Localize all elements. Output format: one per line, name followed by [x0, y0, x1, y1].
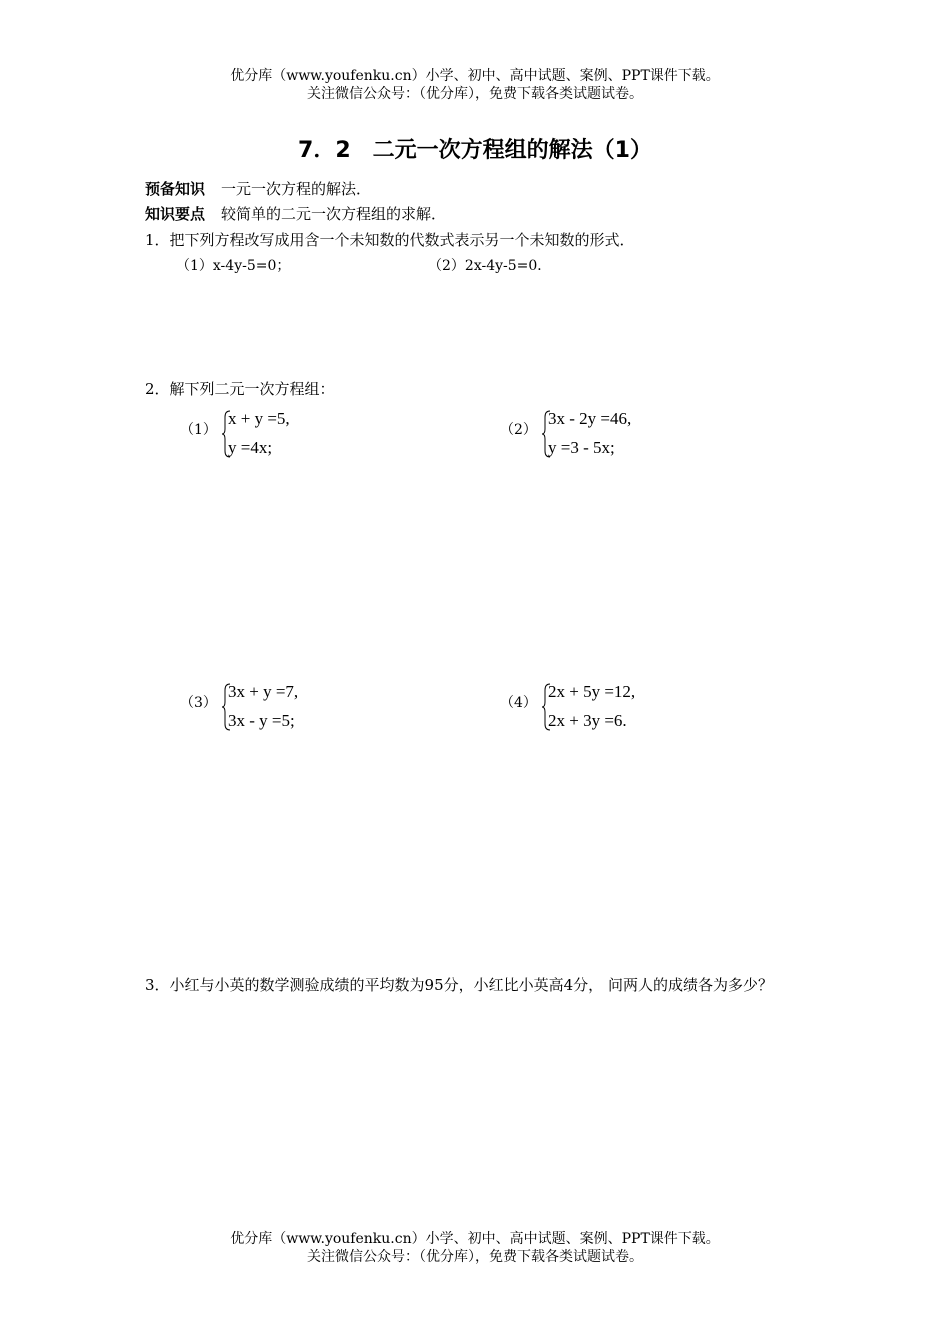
key-label: 知识要点 — [145, 205, 206, 223]
header-line-1: 优分库（www.youfenku.cn）小学、初中、高中试题、案例、PPT课件下载。 — [230, 68, 720, 84]
question-1-part-2: （2）2x-4y-5=0． — [428, 258, 552, 274]
system-2-label: （2） — [500, 422, 537, 438]
system-1-eq-1: x + y =5, — [228, 409, 290, 428]
system-1-label: （1） — [180, 422, 217, 438]
question-1-part-1: （1）x-4y-5=0； — [176, 258, 291, 274]
prep-knowledge — [145, 178, 371, 199]
question-3: 3．小红与小英的数学测验成绩的平均数为95分，小红比小英高4分， 问两人的成绩各为多少？ — [145, 976, 773, 994]
system-4-eq-1: 2x + 5y =12, — [548, 682, 636, 701]
system-4-label: （4） — [500, 695, 537, 711]
key-text: 较简单的二元一次方程组的求解． — [221, 205, 447, 223]
header-line-2: 关注微信公众号：（优分库），免费下载各类试题试卷。 — [307, 86, 643, 102]
page-title: 7．2 二元一次方程组的解法（1） — [298, 138, 652, 163]
system-2-eq-2: y =3 - 5x; — [548, 438, 615, 457]
system-2-eq-1: 3x - 2y =46, — [548, 409, 632, 428]
system-3-label: （3） — [180, 695, 217, 711]
question-2: 2．解下列二元一次方程组： — [145, 380, 335, 398]
system-3-eq-2: 3x - y =5; — [228, 711, 295, 730]
footer-line-1: 优分库（www.youfenku.cn）小学、初中、高中试题、案例、PPT课件下载。 — [230, 1231, 720, 1247]
system-3-eq-1: 3x + y =7, — [228, 682, 299, 701]
system-1-eq-2: y =4x; — [228, 438, 273, 457]
prep-text: 一元一次方程的解法． — [221, 180, 372, 198]
footer-line-2: 关注微信公众号：（优分库），免费下载各类试题试卷。 — [307, 1249, 643, 1265]
system-4-eq-2: 2x + 3y =6. — [548, 711, 627, 730]
question-1: 1．把下列方程改写成用含一个未知数的代数式表示另一个未知数的形式． — [145, 231, 635, 249]
key-points — [145, 203, 446, 224]
prep-label: 预备知识 — [145, 180, 206, 198]
